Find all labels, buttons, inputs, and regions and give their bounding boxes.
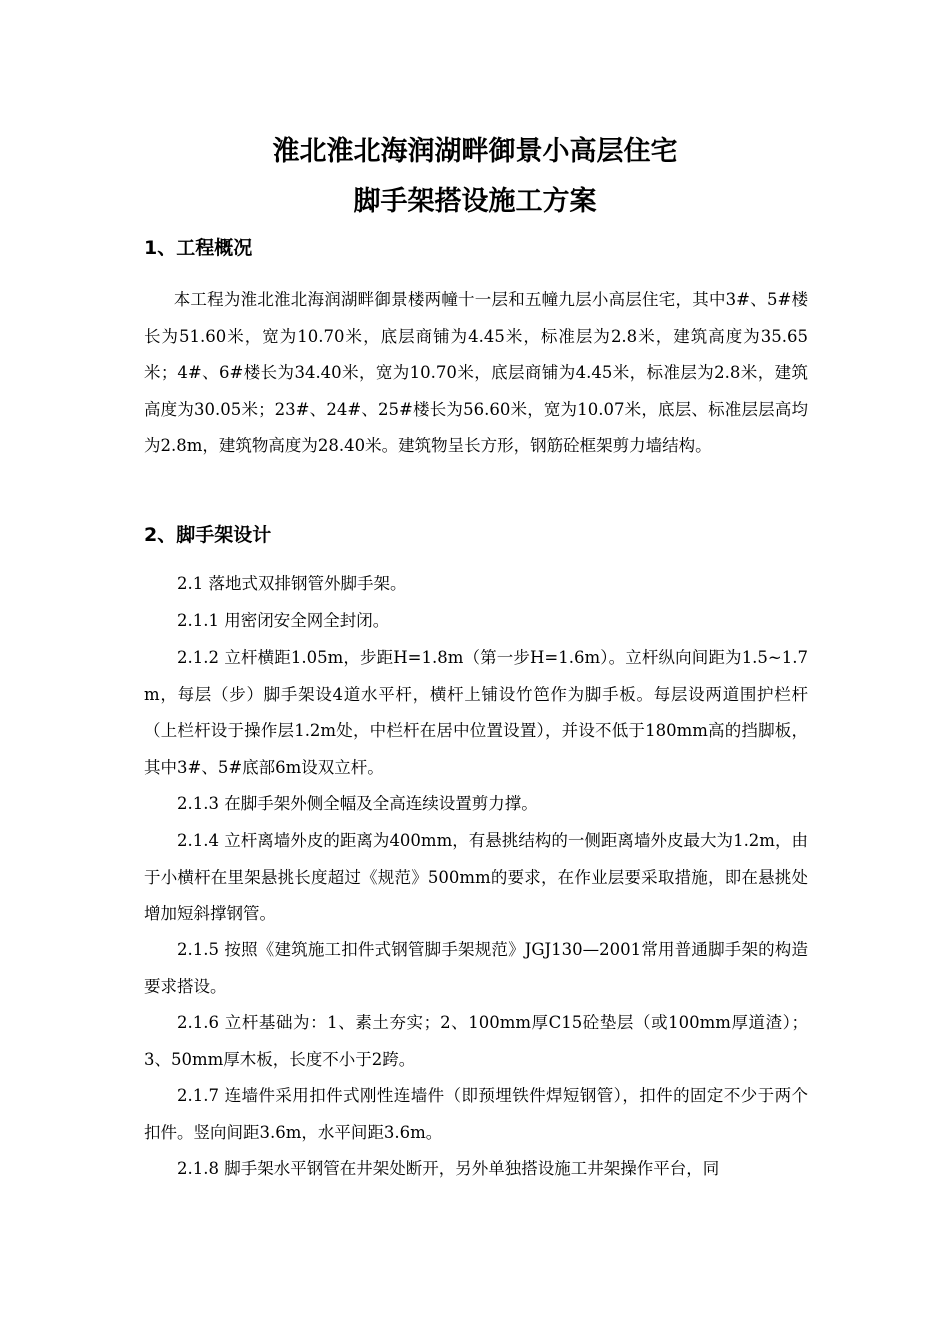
item-2-1-6: 2.1.6 立杆基础为：1、素土夯实；2、100mm厚C15砼垫层（或100mm厚道渣）；3、50mm厚木板，长度不小于2跨。 <box>144 1013 808 1069</box>
item-2-1-8: 2.1.8 脚手架水平钢管在井架处断开，另外单独搭设施工井架操作平台，同 <box>177 1159 720 1178</box>
item-2-1-3: 2.1.3 在脚手架外侧全幅及全高连续设置剪力撑。 <box>177 794 538 813</box>
item-2-1-2: 2.1.2 立杆横距1.05m，步距H=1.8m（第一步H=1.6m）。立杆纵向间距为1.5~1.7m，每层（步）脚手架设4道水平杆，横杆上铺设竹笆作为脚手板。每层设两道围护栏杆（上栏杆设于操作层1.2m处，中栏杆在居中位置设置），并设不低于180mm高的挡脚板，其中3#、5#底部6m设双立杆。 <box>144 648 808 777</box>
section-1-paragraph: 本工程为淮北淮北海润湖畔御景楼两幢十一层和五幢九层小高层住宅，其中3#、5#楼长为51.60米，宽为10.70米，底层商铺为4.45米，标准层为2.8米，建筑高度为35.65米；4#、6#楼长为34.40米，宽为10.70米，底层商铺为4.45米，标准层为2.8米，建筑高度为30.05米；23#、24#、25#楼长为56.60米，宽为10.07米，底层、标准层层高均为2.8m，建筑物高度为28.40米。建筑物呈长方形，钢筋砼框架剪力墙结构。 <box>144 290 808 456</box>
document-title-line-1: 淮北淮北海润湖畔御景小高层住宅 <box>272 136 678 167</box>
item-2-1-4: 2.1.4 立杆离墙外皮的距离为400mm，有悬挑结构的一侧距离墙外皮最大为1.2m，由于小横杆在里架悬挑长度超过《规范》500mm的要求，在作业层要采取措施，即在悬挑处增加短斜撑钢管。 <box>144 831 808 924</box>
item-2-1-5: 2.1.5 按照《建筑施工扣件式钢管脚手架规范》JGJ130—2001常用普通脚手架的构造要求搭设。 <box>144 940 808 996</box>
section-1-heading: 1、工程概况 <box>144 237 253 259</box>
section-2-heading: 2、脚手架设计 <box>144 524 272 546</box>
item-2-1-7: 2.1.7 连墙件采用扣件式刚性连墙件（即预埋铁件焊短钢管），扣件的固定不少于两个扣件。竖向间距3.6m，水平间距3.6m。 <box>144 1086 808 1142</box>
document-title-line-2: 脚手架搭设施工方案 <box>353 186 597 217</box>
item-2-1: 2.1 落地式双排钢管外脚手架。 <box>177 574 407 593</box>
item-2-1-1: 2.1.1 用密闭安全网全封闭。 <box>177 611 390 630</box>
